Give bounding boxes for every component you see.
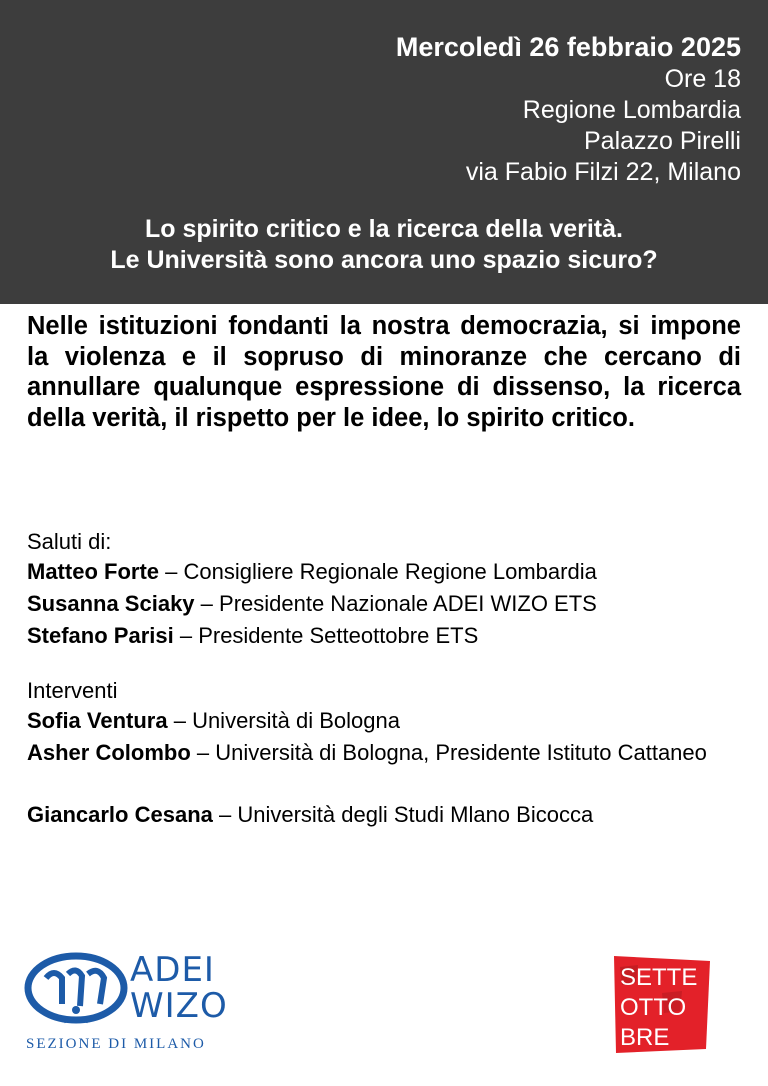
sette-row-3: BRE	[620, 1024, 670, 1051]
dash: –	[194, 591, 220, 616]
event-venue-building: Palazzo Pirelli	[583, 127, 741, 155]
speaker-role: Presidente Nazionale ADEI WIZO ETS	[219, 591, 597, 616]
event-title-line-2: Le Università sono ancora uno spazio sicuro?	[110, 246, 658, 274]
speaker-name: Sofia Ventura	[27, 708, 168, 733]
event-title-line-1: Lo spirito critico e la ricerca della verità.	[145, 215, 623, 243]
speaker-role: Università di Bologna	[192, 708, 400, 733]
dash: –	[167, 708, 193, 733]
dash: –	[212, 802, 238, 827]
speaker-role: Università di Bologna, Presidente Istituto Cattaneo	[215, 740, 707, 765]
talk-speaker	[27, 738, 743, 768]
speaker-name: Asher Colombo	[27, 740, 191, 765]
adei-wordmark	[130, 952, 228, 1024]
lead-paragraph: Nelle istituzioni fondanti la nostra democrazia, si impone la violenza e il sopruso di minoranze che cercano di annullare qualunque espressione di dissenso, la ricerca della verità, il rispetto per le idee, lo spirito critico.	[27, 312, 741, 432]
setteottobre-logo	[612, 953, 712, 1053]
greeting-speaker	[27, 589, 747, 619]
talks-label: Interventi	[27, 678, 118, 703]
event-details	[396, 30, 741, 188]
setteottobre-mark-icon	[612, 953, 712, 1053]
event-date: Mercoledì 26 febbraio 2025	[395, 32, 741, 62]
sette-row-2: OTTO	[620, 994, 687, 1021]
talk-speaker	[27, 800, 747, 830]
talk-speaker	[27, 706, 747, 736]
event-address: via Fabio Filzi 22, Milano	[465, 158, 741, 186]
greetings-label: Saluti di:	[27, 529, 112, 554]
event-header	[0, 0, 768, 304]
wizo-word: WIZO	[130, 986, 228, 1026]
adei-subtitle: SEZIONE DI MILANO	[26, 1036, 206, 1052]
speaker-role: Presidente Setteottobre ETS	[198, 623, 479, 648]
event-title	[0, 214, 768, 276]
dash: –	[159, 559, 184, 584]
dash: –	[190, 740, 216, 765]
speaker-name: Giancarlo Cesana	[27, 802, 213, 827]
speaker-role: Università degli Studi Mlano Bicocca	[237, 802, 594, 827]
dash: –	[173, 623, 199, 648]
adei-emblem-icon	[24, 948, 128, 1034]
speaker-role: Consigliere Regionale Regione Lombardia	[183, 559, 597, 584]
adei-word: ADEI	[130, 950, 215, 990]
speaker-name: Matteo Forte	[27, 559, 159, 584]
event-time: Ore 18	[664, 65, 741, 93]
event-venue-region: Regione Lombardia	[522, 96, 741, 124]
greeting-speaker	[27, 557, 747, 587]
sette-row-1: SETTE	[620, 964, 698, 991]
speaker-name: Stefano Parisi	[27, 623, 174, 648]
adei-wizo-logo	[24, 948, 234, 1058]
greeting-speaker	[27, 621, 747, 651]
speaker-name: Susanna Sciaky	[27, 591, 195, 616]
